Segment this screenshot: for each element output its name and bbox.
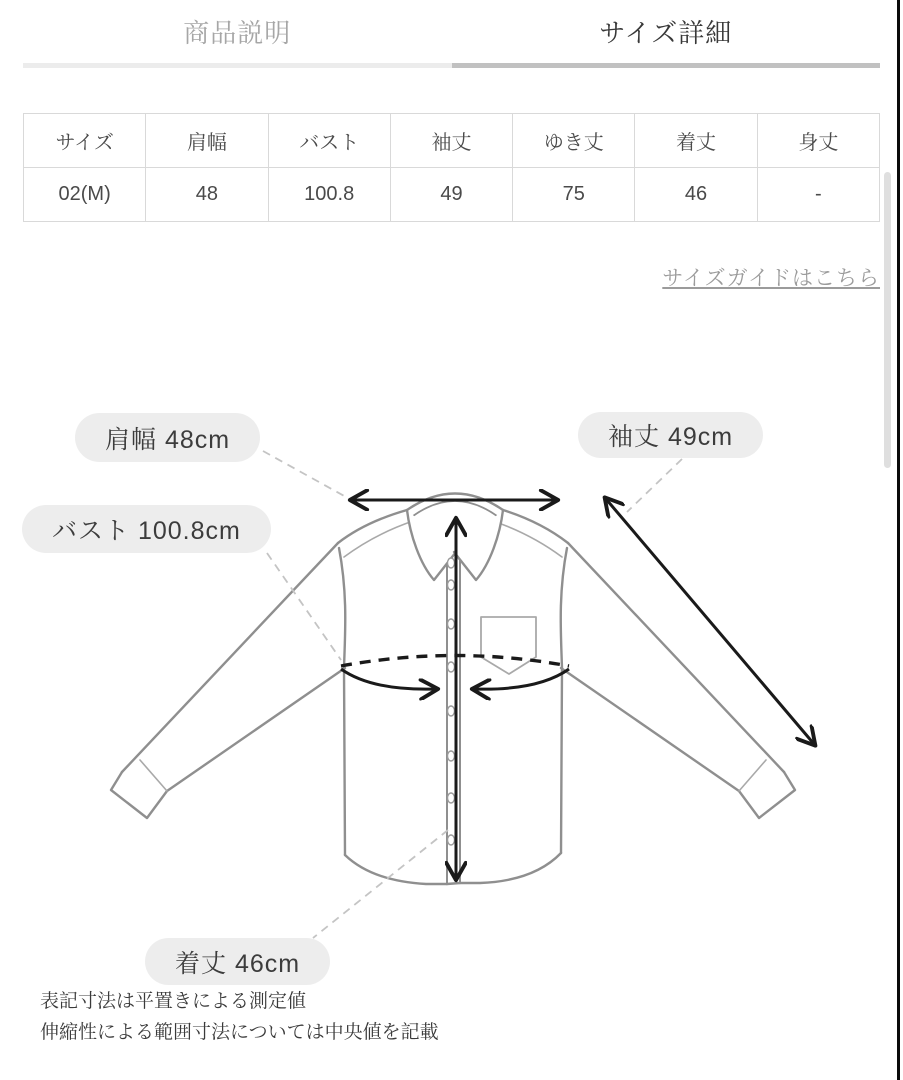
label-connectors [263,451,682,938]
tab-size-detail-label: サイズ詳細 [599,18,733,48]
label-sleeve-length: 袖丈 49cm [578,412,763,458]
cell-height: - [757,168,879,222]
cell-yuki: 75 [513,168,635,222]
tab-product-description[interactable] [23,0,452,63]
size-table-row [24,168,880,222]
shirt-diagram-svg [0,380,903,1000]
placket-buttons [448,558,455,845]
size-table-header-row [24,114,880,168]
cell-sleeve: 49 [390,168,512,222]
tab-size-detail[interactable] [452,0,881,63]
tab-bar [23,0,880,68]
label-bust: バスト 100.8cm [22,505,271,553]
size-guide-link[interactable]: サイズガイドはこちら [662,267,880,290]
screen-edge-bar [897,0,900,1080]
col-header-sleeve: 袖丈 [390,114,512,168]
cell-bust: 100.8 [268,168,390,222]
tab-underline-active [452,63,881,68]
note-line-1: 表記寸法は平置きによる測定値 [40,991,307,1012]
label-shoulder-width: 肩幅 48cm [75,413,260,462]
cell-length: 46 [635,168,757,222]
size-table [23,113,880,222]
tab-product-description-label: 商品説明 [183,18,292,48]
label-body-length: 着丈 46cm [145,938,330,985]
note-line-2: 伸縮性による範囲寸法については中央値を記載 [40,1022,439,1043]
size-guide-link-row [23,262,880,292]
tab-underline-inactive [23,63,452,68]
chest-pocket [481,617,536,674]
col-header-bust: バスト [268,114,390,168]
col-header-size: サイズ [24,114,146,168]
col-header-yuki: ゆき丈 [513,114,635,168]
col-header-height: 身丈 [757,114,879,168]
cell-shoulder: 48 [146,168,268,222]
scrollbar-thumb[interactable] [884,172,891,468]
col-header-length: 着丈 [635,114,757,168]
cell-size: 02(M) [24,168,146,222]
measurement-notes [40,986,439,1048]
sleeve-length-arrow [606,499,814,744]
col-header-shoulder: 肩幅 [146,114,268,168]
